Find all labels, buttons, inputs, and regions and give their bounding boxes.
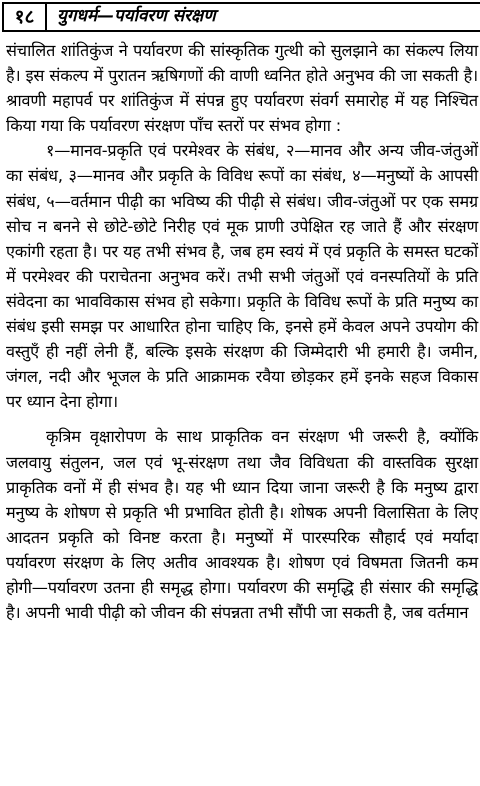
paragraph-intro: संचालित शांतिकुंज ने पर्यावरण की सांस्कृतिक गुत्थी को सुलझाने का संकल्प लिया है। इस संकल्प में पुरातन ऋषिगणों की वाणी ध्वनित होते अनुभव की जा सकती है। श्रावणी महापर्व पर शांतिकुंज में संपन्न हुए पर्यावरण संवर्ग समारोह में यह निश्चित किया गया कि पर्यावरण संरक्षण पाँच स्तरों पर संभव होगा :: [6, 41, 478, 136]
page-body: [6, 38, 478, 625]
paragraph-gap: [6, 414, 478, 424]
page-number: १८: [2, 2, 47, 32]
page-header: [0, 0, 480, 38]
paragraph-five-levels: १—मानव-प्रकृति एवं परमेश्वर के संबंध, २—मानव और अन्य जीव-जंतुओं का संबंध, ३—मानव और प्रकृति के विविध रूपों का संबंध, ४—मनुष्यों के आपसी संबंध, ५—वर्तमान पीढ़ी का भविष्य की पीढ़ी से संबंध। जीव-जंतुओं पर एक समग्र सोच न बनने से छोटे-छोटे निरीह एवं मूक प्राणी उपेक्षित रह जाते हैं और संरक्षण एकांगी रहता है। पर यह तभी संभव है, जब हम स्वयं में एवं प्रकृति के समस्त घटकों में परमेश्वर की पराचेतना अनुभव करें। तभी सभी जंतुओं एवं वनस्पतियों के प्रति संवेदना का भावविकास संभव हो सकेगा। प्रकृति के विविध रूपों के प्रति मनुष्य का संबंध इसी समझ पर आधारित होना चाहिए कि, इनसे हमें केवल अपने उपयोग की वस्तुएँ ही नहीं लेनी हैं, बल्कि इसके संरक्षण की जिम्मेदारी भी हमारी है। जमीन, जंगल, नदी और भूजल के प्रति आक्रामक रवैया छोड़कर हमें इनके सहज विकास पर ध्यान देना होगा।: [6, 141, 478, 412]
running-title: युगधर्म—पर्यावरण संरक्षण: [57, 6, 216, 26]
paragraph-forest-conservation: कृत्रिम वृक्षारोपण के साथ प्राकृतिक वन संरक्षण भी जरूरी है, क्योंकि जलवायु संतुलन, जल एवं भू-संरक्षण तथा जैव विविधता की वास्तविक सुरक्षा प्राकृतिक वनों में ही संभव है। यह भी ध्यान दिया जाना जरूरी है कि मनुष्य द्वारा मनुष्य के शोषण से प्रकृति भी प्रभावित होती है। शोषक अपनी विलासिता के लिए आदतन प्रकृति को विनष्ट करता है। मनुष्यों में पारस्परिक सौहार्द एवं मर्यादा पर्यावरण संरक्षण के लिए अतीव आवश्यक है। शोषण एवं विषमता जितनी कम होगी—पर्यावरण उतना ही समृद्ध होगा। पर्यावरण की समृद्धि ही संसार की समृद्धि है। अपनी भावी पीढ़ी को जीवन की संपन्नता तभी सौंपी जा सकती है, जब वर्तमान: [6, 427, 478, 623]
